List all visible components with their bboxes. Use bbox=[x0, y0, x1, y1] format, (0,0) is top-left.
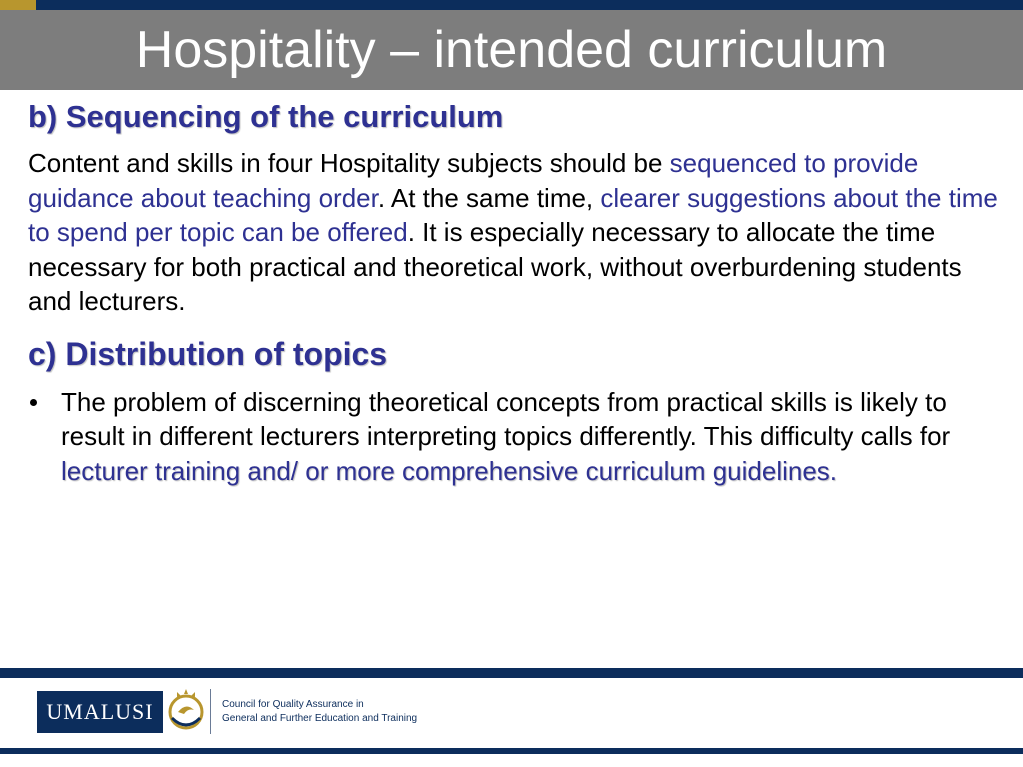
footer-divider-top bbox=[0, 668, 1023, 678]
section-b-heading: b) Sequencing of the curriculum bbox=[28, 99, 504, 134]
bullet-dot-icon bbox=[30, 399, 37, 406]
bullet-text-plain: The problem of discerning theoretical concepts from practical skills is likely to result in different lecturers interpreting topics differently. This difficulty calls for bbox=[61, 386, 951, 451]
umalusi-emblem-icon bbox=[166, 688, 206, 734]
section-c-heading: c) Distribution of topics bbox=[28, 335, 388, 372]
section-b-text-2: . At the same time, bbox=[377, 182, 601, 213]
section-b-highlight-1: sequenced to provide guidance about teaching order bbox=[28, 148, 919, 213]
logo-divider bbox=[210, 689, 211, 734]
section-b-highlight-2: clearer suggestions about the time to spend per topic can be offered bbox=[28, 182, 998, 247]
top-gold-strip bbox=[0, 0, 36, 10]
bullet-text bbox=[61, 385, 1003, 489]
bullet-item bbox=[28, 385, 1003, 489]
umalusi-logo: UMALUSI bbox=[37, 691, 163, 733]
council-line-1: Council for Quality Assurance in bbox=[222, 699, 364, 710]
council-name bbox=[222, 698, 417, 726]
footer-divider-bottom bbox=[0, 748, 1023, 754]
slide-content bbox=[28, 98, 1003, 488]
council-line-2: General and Further Education and Training bbox=[222, 713, 418, 724]
section-b-text-3: . It is especially necessary to allocate the time necessary for both practical and theoretical work, without overburdening students and lecturers. bbox=[28, 217, 962, 316]
slide-title: Hospitality – intended curriculum bbox=[135, 21, 888, 79]
section-b-paragraph bbox=[28, 146, 1003, 319]
title-bar bbox=[0, 10, 1023, 90]
bullet-text-highlight: lecturer training and/ or more comprehensive curriculum guidelines. bbox=[61, 455, 838, 486]
section-b-text-1: Content and skills in four Hospitality subjects should be bbox=[28, 148, 670, 178]
top-navy-strip bbox=[36, 0, 1023, 10]
